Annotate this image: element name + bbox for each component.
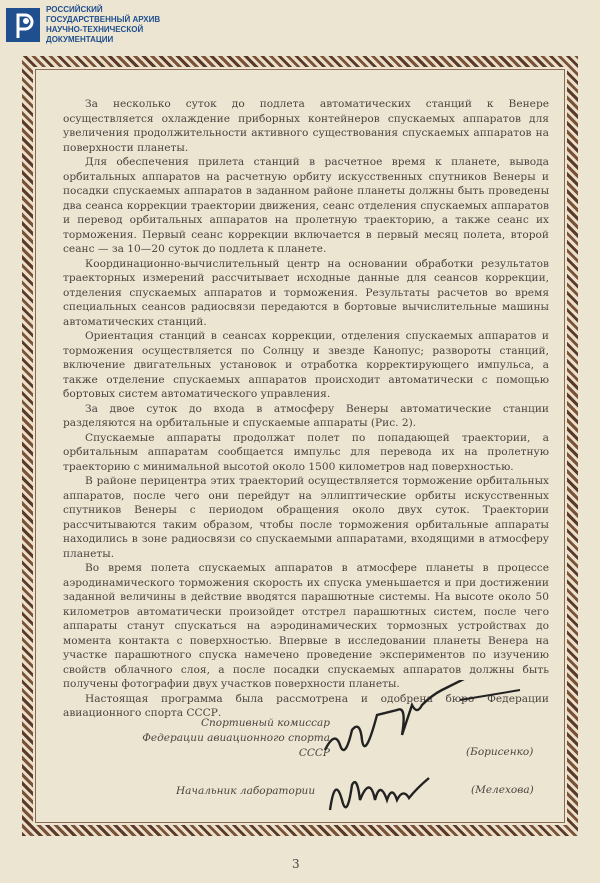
lab-signature <box>325 770 435 820</box>
commissioner-name: (Борисенко) <box>466 746 534 758</box>
paragraph: Во время полета спускаемых аппаратов в атмосфере планеты в процессе аэродинамического торможения скорость их спуска уменьшается и при достижении заданной величины в действие вводятся парашютные системы. На высоте около 50 километров автоматически произойдет отстрел парашютных систем, после чего аппараты станут спускаться на аэродинамических тормозных устройствах до момента контакта с поверхностью. Впервые в исследовании планеты Венера на участке парашютного спуска намечено проведение экспериментов по изучению свойств облачного слоя, а после посадки спускаемых аппаратов должны быть получены фотографии двух участков поверхности планеты. <box>63 562 549 690</box>
lab-name: (Мелехова) <box>471 784 534 796</box>
paragraph: Для обеспечения прилета станций в расчетное время к планете, вывода орбитальных аппаратов на расчетную орбиту искусственных спутников Венеры и посадки спускаемых аппаратов в заданном районе планеты должны быть проведены два сеанса коррекции траектории движения, сеанс отделения спускаемых аппаратов и перевод орбитальных аппаратов на пролетную траекторию, а также сеанс их торможения. Первый сеанс коррекции включается в первый месяц полета, второй сеанс — за 10—20 суток до подлета к планете. <box>63 156 549 255</box>
logo-line: РОССИЙСКИЙ <box>46 5 103 14</box>
archive-logo <box>6 5 160 45</box>
commissioner-title <box>130 716 330 761</box>
paragraph: В районе перицентра этих траекторий осуществляется торможение орбитальных аппаратов, после чего они перейдут на эллиптические орбиты искусственных спутников Венеры с периодом обращения около двух суток. Траектории рассчитываются таким образом, чтобы после торможения орбитальные аппараты находились в зоне радиосвязи со спускаемыми аппаратами, входящими в атмосферу планеты. <box>63 475 549 560</box>
paragraph: За несколько суток до подлета автоматических станций к Венере осуществляется охлаждение приборных контейнеров спускаемых аппаратов для увеличения продолжительности активного существования спускаемых аппаратов на поверхности планеты. <box>63 98 549 154</box>
lab-title: Начальник лаборатории <box>176 785 316 797</box>
paragraph: За двое суток до входа в атмосферу Венеры автоматические станции разделяются на орбитальные и спускаемые аппараты (Рис. 2). <box>63 402 549 429</box>
logo-line: ГОСУДАРСТВЕННЫЙ АРХИВ <box>46 15 161 24</box>
logo-line: НАУЧНО-ТЕХНИЧЕСКОЙ <box>46 25 144 34</box>
title-line: СССР <box>298 747 330 759</box>
paragraph: Координационно-вычислительный центр на основании обработки результатов траекторных измерений рассчитывает исходные данные для сеансов коррекции, отделения спускаемых аппаратов и торможения. Результаты расчетов во время специальных сеансов радиосвязи передаются в бортовые вычислительные машины автоматических станций. <box>63 257 549 328</box>
paragraph: Ориентация станций в сеансах коррекции, отделения спускаемых аппаратов и торможения осуществляется по Солнцу и звезде Канопус; развороты станций, включение двигательных установок и отработка корректирующего импульса, а также отделение спускаемых аппаратов происходит автоматически с помощью бортовых систем автоматического управления. <box>63 330 549 400</box>
paragraph: Спускаемые аппараты продолжат полет по попадающей траектории, а орбитальным аппаратам сообщается импульс для перевода их на пролетную траекторию с минимальной высотой около 1500 километров над поверхностью. <box>63 431 549 473</box>
page-number: 3 <box>292 857 300 871</box>
paragraph: Настоящая программа была рассмотрена и одобрена бюро Федерации авиационного спорта СССР. <box>63 692 549 719</box>
document-body <box>63 97 549 721</box>
archive-logo-icon <box>6 8 40 42</box>
title-line: Спортивный комиссар <box>200 717 330 729</box>
title-line: Федерации авиационного спорта <box>142 732 330 744</box>
logo-line: ДОКУМЕНТАЦИИ <box>46 35 114 44</box>
